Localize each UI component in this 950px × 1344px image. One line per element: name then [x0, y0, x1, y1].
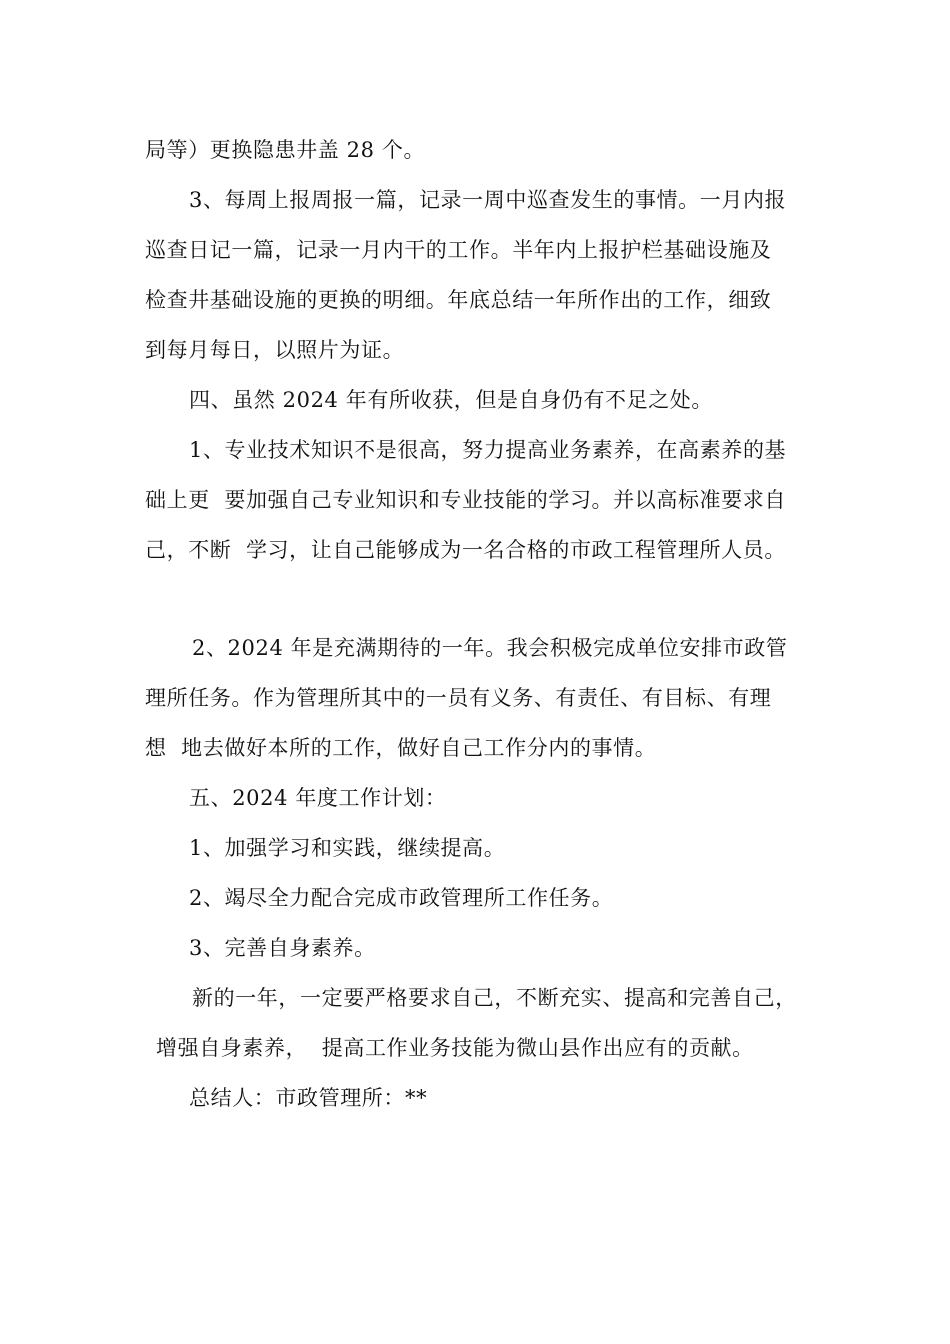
section-heading: 四、虽然 2024 年有所收获，但是自身仍有不足之处。	[189, 388, 713, 412]
text-line: 3、每周上报周报一篇，记录一周中巡查发生的事情。一月内报	[189, 188, 787, 212]
text-line: 理所任务。作为管理所其中的一员有义务、有责任、有目标、有理	[145, 686, 772, 710]
text-line: 检查井基础设施的更换的明细。年底总结一年所作出的工作，细致	[145, 288, 772, 312]
list-item: 3、完善自身素养。	[189, 936, 376, 960]
text-line: 想 地去做好本所的工作，做好自己工作分内的事情。	[145, 736, 657, 760]
text-line: 1、专业技术知识不是很高，努力提高业务素养，在高素养的基	[189, 438, 787, 462]
text-line: 己，不断 学习，让自己能够成为一名合格的市政工程管理所人员。	[145, 538, 786, 562]
signature-line: 总结人：市政管理所：**	[189, 1086, 428, 1110]
section-heading: 五、2024 年度工作计划：	[189, 786, 447, 810]
text-line: 局等）更换隐患井盖 28 个。	[145, 138, 426, 162]
list-item: 2、竭尽全力配合完成市政管理所工作任务。	[189, 886, 614, 910]
text-line: 2、2024 年是充满期待的一年。我会积极完成单位安排市政管	[192, 636, 788, 660]
text-line: 增强自身素养， 提高工作业务技能为微山县作出应有的贡献。	[156, 1036, 754, 1060]
text-line: 到每月每日，以照片为证。	[145, 338, 405, 362]
text-line: 巡查日记一篇，记录一月内干的工作。半年内上报护栏基础设施及	[145, 238, 772, 262]
text-line: 础上更 要加强自己专业知识和专业技能的学习。并以高标准要求自	[145, 488, 786, 512]
list-item: 1、加强学习和实践，继续提高。	[189, 836, 506, 860]
text-line: 新的一年，一定要严格要求自己，不断充实、提高和完善自己，	[192, 986, 797, 1010]
